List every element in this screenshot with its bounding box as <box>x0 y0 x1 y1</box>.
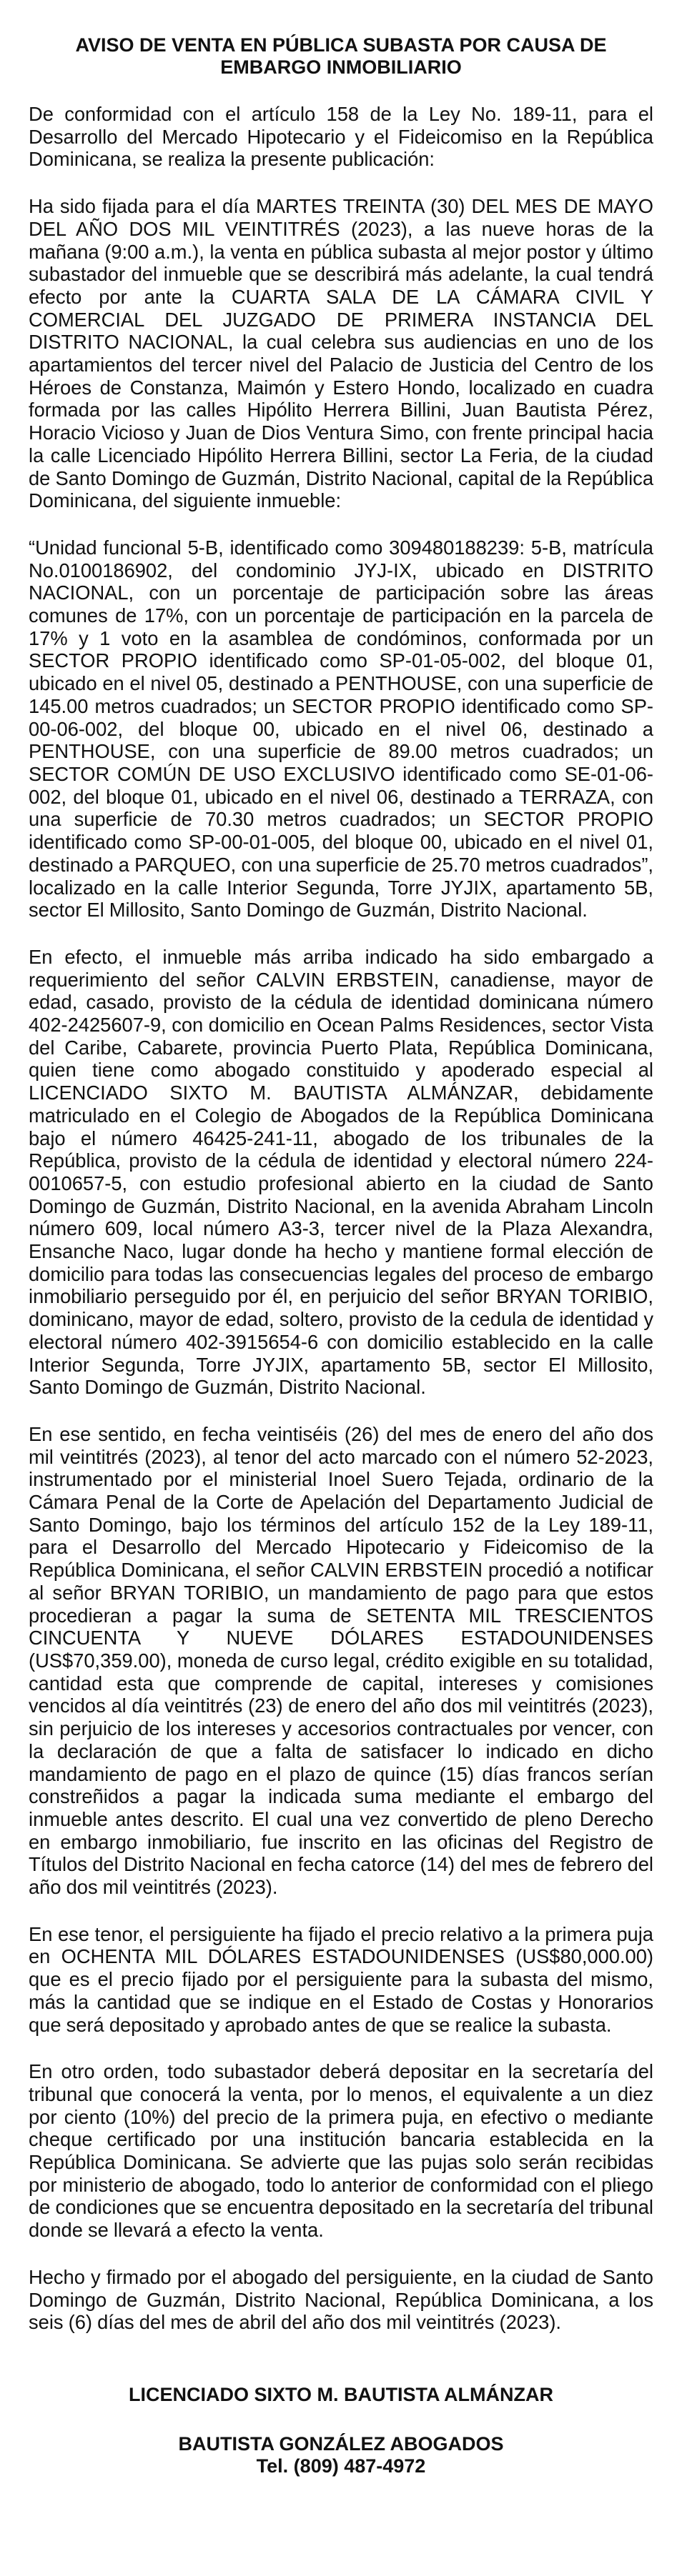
paragraph-auction-date: Ha sido fijada para el día MARTES TREINTA (30) DEL MES DE MAYO DEL AÑO DOS MIL VEINTITRÉS (2023), a las nueve horas de la mañana (9:00 a.m.), la venta en pública subasta al mejor postor y último subastador del inmueble que se describirá más adelante, la cual tendrá efecto por ante la CUARTA SALA DE LA CÁMARA CIVIL Y COMERCIAL DEL JUZGADO DE PRIMERA INSTANCIA DEL DISTRITO NACIONAL, la cual celebra sus audiencias en uno de los apartamientos del tercer nivel del Palacio de Justicia del Centro de los Héroes de Constanza, Maimón y Estero Hondo, localizado en cuadra formada por las calles Hipólito Herrera Billini, Juan Bautista Pérez, Horacio Vicioso y Juan de Dios Ventura Simo, con frente principal hacia la calle Licenciado Hipólito Herrera Billini, sector La Feria, de la ciudad de Santo Domingo de Guzmán, Distrito Nacional, capital de la República Dominicana, del siguiente inmueble: <box>29 195 653 512</box>
paragraph-seizure-parties: En efecto, el inmueble más arriba indicado ha sido embargado a requerimiento del señor CALVIN ERBSTEIN, canadiense, mayor de edad, casado, provisto de la cédula de identidad dominicana número 402-2425607-9, con domicilio en Ocean Palms Residences, sector Vista del Caribe, Cabarete, provincia Puerto Plata, República Dominicana, quien tiene como abogado constituido y apoderado especial al LICENCIADO SIXTO M. BAUTISTA ALMÁNZAR, debidamente matriculado en el Colegio de Abogados de la República Dominicana bajo el número 46425-241-11, abogado de los tribunales de la República, provisto de la cédula de identidad y electoral número 224-0010657-5, con estudio profesional abierto en la ciudad de Santo Domingo de Guzmán, Distrito Nacional, en la avenida Abraham Lincoln número 609, local número A3-3, tercer nivel de la Plaza Alexandra, Ensanche Naco, lugar donde ha hecho y mantiene formal elección de domicilio para todas las consecuencias legales del proceso de embargo inmobiliario perseguido por él, en perjuicio del señor BRYAN TORIBIO, dominicano, mayor de edad, soltero, provisto de la cedula de identidad y electoral número 402-3915654-6 con domicilio establecido en la calle Interior Segunda, Torre JYJIX, apartamento 5B, sector El Millosito, Santo Domingo de Guzmán, Distrito Nacional. <box>29 945 653 1399</box>
notice-title <box>29 34 653 79</box>
paragraph-signed-date: Hecho y firmado por el abogado del persiguiente, en la ciudad de Santo Domingo de Guzmán, Distrito Nacional, República Dominicana, a los seis (6) días del mes de abril del año dos mil veintitrés (2023). <box>29 2265 653 2334</box>
paragraph-deposit-terms: En otro orden, todo subastador deberá depositar en la secretaría del tribunal que conocerá la venta, por lo menos, el equivalente a un diez por ciento (10%) del precio de la primera puja, en efectivo o mediante cheque certificado por una institución bancaria establecida en la República Dominicana. Se advierte que las pujas solo serán recibidas por ministerio de abogado, todo lo anterior de conformidad con el pliego de condiciones que se encuentra depositado en la secretaría del tribunal donde se llevará a efecto la venta. <box>29 2060 653 2242</box>
paragraph-legal-basis: De conformidad con el artículo 158 de la Ley No. 189-11, para el Desarrollo del Mercado Hipotecario y el Fideicomiso en la República Dominicana, se realiza la presente publicación: <box>29 103 653 171</box>
law-firm-phone: Tel. (809) 487-4972 <box>256 2455 426 2477</box>
paragraph-first-bid-price: En ese tenor, el persiguiente ha fijado el precio relativo a la primera puja en OCHENTA MIL DÓLARES ESTADOUNIDENSES (US$80,000.00) que es el precio fijado por el persiguiente para la subasta del mismo, más la cantidad que se indique en el Estado de Costas y Honorarios que será depositado y aprobado antes de que se realice la subasta. <box>29 1922 653 2036</box>
notice-title-line-2: EMBARGO INMOBILIARIO <box>220 56 462 78</box>
signature-name: LICENCIADO SIXTO M. BAUTISTA ALMÁNZAR <box>129 2383 553 2405</box>
paragraph-payment-order: En ese sentido, en fecha veintiséis (26) del mes de enero del año dos mil veintitrés (2023), al tenor del acto marcado con el número 52-2023, instrumentado por el ministerial Inoel Suero Tejada, ordinario de la Cámara Penal de la Corte de Apelación del Departamento Judicial de Santo Domingo, bajo los términos del artículo 152 de la Ley 189-11, para el Desarrollo del Mercado Hipotecario y Fideicomiso de la República Dominicana, el señor CALVIN ERBSTEIN procedió a notificar al señor BRYAN TORIBIO, un mandamiento de pago para que estos procedieran a pagar la suma de SETENTA MIL TRESCIENTOS CINCUENTA Y NUEVE DÓLARES ESTADOUNIDENSES (US$70,359.00), moneda de curso legal, crédito exigible en su totalidad, cantidad esta que comprende de capital, intereses y comisiones vencidos al día veintitrés (23) de enero del año dos mil veintitrés (2023), sin perjuicio de los intereses y accesorios contractuales por vencer, con la declaración de que a falta de satisfacer lo indicado en dicho mandamiento de pago en el plazo de quince (15) días francos serían constreñidos a pagar la indicada suma mediante el embargo del inmueble antes descrito. El cual una vez convertido de pleno Derecho en embargo inmobiliario, fue inscrito en las oficinas del Registro de Títulos del Distrito Nacional en fecha catorce (14) del mes de febrero del año dos mil veintitrés (2023). <box>29 1422 653 1899</box>
law-firm-name: BAUTISTA GONZÁLEZ ABOGADOS <box>178 2432 504 2455</box>
paragraph-property-description: “Unidad funcional 5-B, identificado como 309480188239: 5-B, matrícula No.0100186902, del condominio JYJ-IX, ubicado en DISTRITO NACIONAL, con un porcentaje de participación sobre las áreas comunes de 17%, con un porcentaje de participación en la parcela de 17% y 1 voto en la asamblea de condóminos, conformada por un SECTOR PROPIO identificado como SP-01-05-002, del bloque 01, ubicado en el nivel 05, destinado a PENTHOUSE, con una superficie de 145.00 metros cuadrados; un SECTOR PROPIO identificado como SP-00-06-002, del bloque 00, ubicado en el nivel 06, destinado a PENTHOUSE, con una superficie de 89.00 metros cuadrados; un SECTOR COMÚN DE USO EXCLUSIVO identificado como SE-01-06-002, del bloque 01, ubicado en el nivel 06, destinado a TERRAZA, con una superficie de 70.30 metros cuadrados; un SECTOR PROPIO identificado como SP-00-01-005, del bloque 00, ubicado en el nivel 01, destinado a PARQUEO, con una superficie de 25.70 metros cuadrados”, localizado en la calle Interior Segunda, Torre JYJIX, apartamento 5B, sector El Millosito, Santo Domingo de Guzmán, Distrito Nacional. <box>29 536 653 922</box>
notice-title-line-1: AVISO DE VENTA EN PÚBLICA SUBASTA POR CAUSA DE <box>75 34 607 56</box>
